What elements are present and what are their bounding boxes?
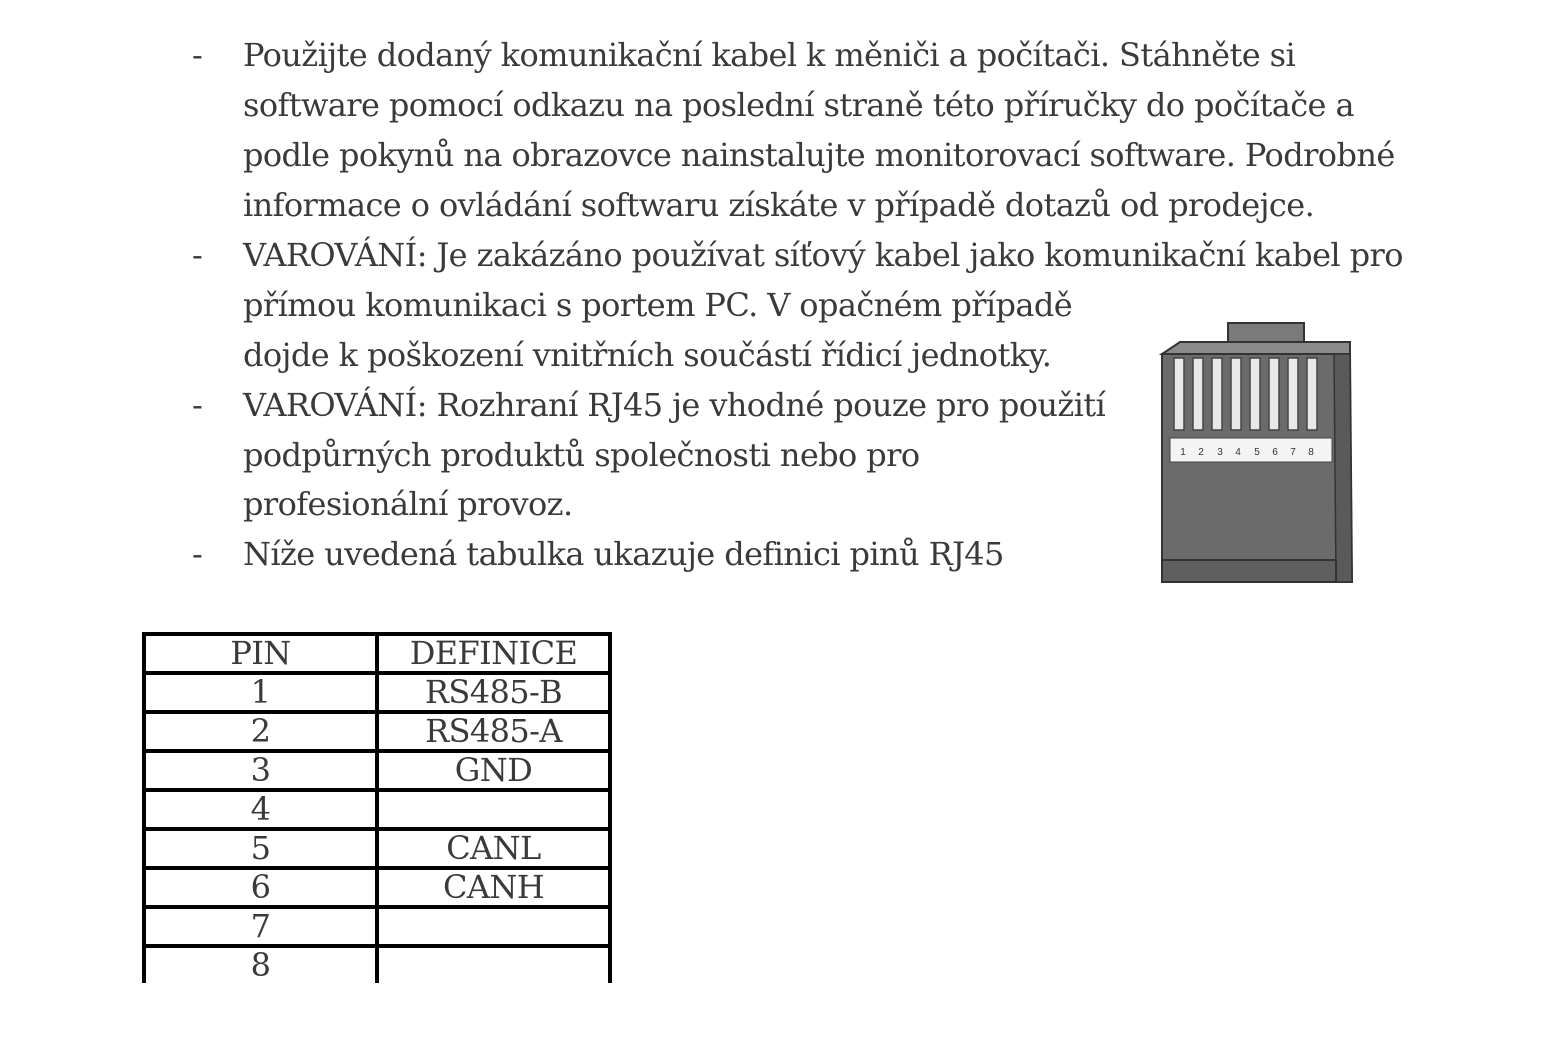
pin-number-5: 5 bbox=[1254, 447, 1260, 458]
connector-top bbox=[1162, 342, 1350, 354]
definition-cell bbox=[377, 946, 610, 983]
bullet-4-line-1: Níže uvedená tabulka ukazuje definici pinů RJ45 bbox=[243, 535, 1004, 573]
pin-number-8: 8 bbox=[1308, 447, 1314, 458]
bullet-2-line-2: přímou komunikaci s portem PC. V opačném případě bbox=[243, 286, 1073, 324]
contact-2 bbox=[1193, 358, 1203, 430]
connector-side bbox=[1334, 354, 1352, 582]
contact-5 bbox=[1250, 358, 1260, 430]
pin-cell: 4 bbox=[144, 790, 377, 829]
table-row bbox=[144, 712, 610, 751]
contact-4 bbox=[1231, 358, 1241, 430]
bullet-dash-1: - bbox=[192, 36, 203, 74]
definition-cell bbox=[377, 790, 610, 829]
contact-3 bbox=[1212, 358, 1222, 430]
definition-cell: CANL bbox=[377, 829, 610, 868]
rj45-connector-illustration bbox=[1158, 320, 1354, 586]
contact-6 bbox=[1269, 358, 1279, 430]
pin-number-7: 7 bbox=[1290, 447, 1296, 458]
header-definice: DEFINICE bbox=[377, 634, 610, 673]
pin-number-4: 4 bbox=[1235, 447, 1241, 458]
bullet-3-line-3: profesionální provoz. bbox=[243, 485, 573, 523]
pin-number-6: 6 bbox=[1272, 447, 1278, 458]
bullet-dash-3: - bbox=[192, 386, 203, 424]
pin-cell: 1 bbox=[144, 673, 377, 712]
bullet-dash-4: - bbox=[192, 535, 203, 573]
contact-7 bbox=[1288, 358, 1298, 430]
definition-cell bbox=[377, 907, 610, 946]
table-row bbox=[144, 790, 610, 829]
bullet-3-line-1: VAROVÁNÍ: Rozhraní RJ45 je vhodné pouze pro použití bbox=[243, 386, 1106, 424]
table-row bbox=[144, 907, 610, 946]
pin-number-1: 1 bbox=[1180, 447, 1186, 458]
bullet-1-line-4: informace o ovládání softwaru získáte v případě dotazů od prodejce. bbox=[243, 186, 1315, 224]
table-header-row bbox=[144, 634, 610, 673]
bullet-3-line-2: podpůrných produktů společnosti nebo pro bbox=[243, 436, 920, 474]
bullet-1-line-2: software pomocí odkazu na poslední straně této příručky do počítače a bbox=[243, 86, 1354, 124]
table-row bbox=[144, 751, 610, 790]
definition-cell: RS485-B bbox=[377, 673, 610, 712]
bullet-1-line-3: podle pokynů na obrazovce nainstalujte monitorovací software. Podrobné bbox=[243, 136, 1395, 174]
pin-cell: 6 bbox=[144, 868, 377, 907]
bullet-1-line-1: Použijte dodaný komunikační kabel k měniči a počítači. Stáhněte si bbox=[243, 36, 1296, 74]
table-row bbox=[144, 946, 610, 983]
connector-bottom-band bbox=[1162, 560, 1336, 582]
pin-cell: 5 bbox=[144, 829, 377, 868]
contact-8 bbox=[1307, 358, 1317, 430]
table-row bbox=[144, 868, 610, 907]
definition-cell: CANH bbox=[377, 868, 610, 907]
pin-cell: 3 bbox=[144, 751, 377, 790]
bullet-dash-2: - bbox=[192, 236, 203, 274]
definition-cell: GND bbox=[377, 751, 610, 790]
pin-definition-table bbox=[142, 632, 612, 983]
header-pin: PIN bbox=[144, 634, 377, 673]
pin-cell: 2 bbox=[144, 712, 377, 751]
definition-cell: RS485-A bbox=[377, 712, 610, 751]
table-row bbox=[144, 829, 610, 868]
bullet-2-line-3: dojde k poškození vnitřních součástí řídicí jednotky. bbox=[243, 336, 1052, 374]
pin-number-3: 3 bbox=[1217, 447, 1223, 458]
pin-number-2: 2 bbox=[1198, 447, 1204, 458]
bullet-2-line-1: VAROVÁNÍ: Je zakázáno používat síťový kabel jako komunikační kabel pro bbox=[243, 236, 1403, 274]
table-row bbox=[144, 673, 610, 712]
pin-cell: 8 bbox=[144, 946, 377, 983]
contact-1 bbox=[1174, 358, 1184, 430]
pin-cell: 7 bbox=[144, 907, 377, 946]
